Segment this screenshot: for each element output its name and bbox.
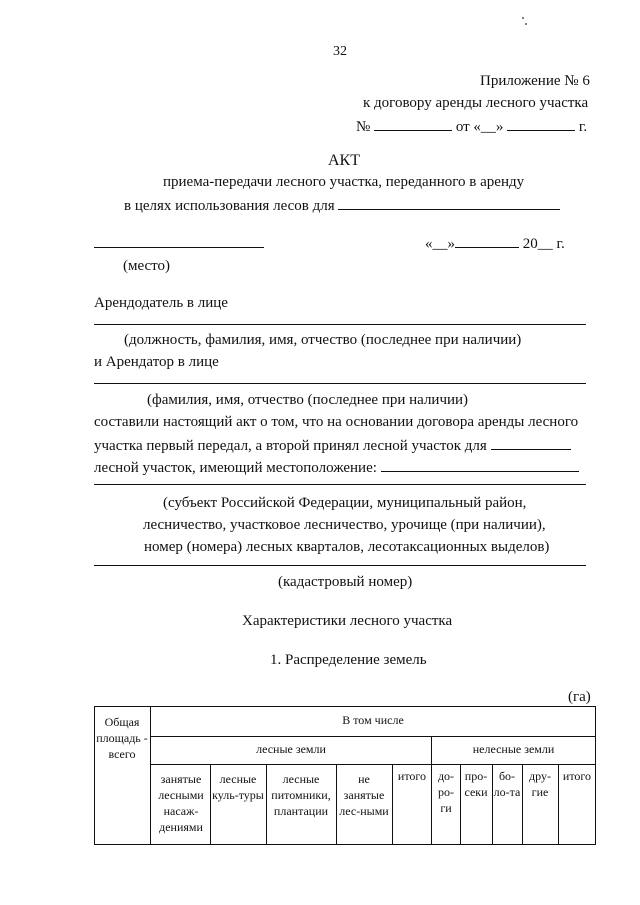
body-plot-line <box>94 435 571 455</box>
doc-title: АКТ <box>328 152 360 169</box>
col-stocked: занятые лесными насаж-дениями <box>158 772 204 834</box>
body-composed: составили настоящий акт о том, что на основании договора аренды лесного <box>94 414 579 430</box>
year-suffix: г. <box>578 119 588 135</box>
doc-subtitle-1: приема-передачи лесного участка, переданного в аренду <box>163 174 525 190</box>
cadastral-hint: (кадастровый номер) <box>278 574 413 590</box>
page-number: 32 <box>333 44 347 59</box>
col-forest-total: итого <box>397 769 427 783</box>
place-blank <box>94 247 264 248</box>
cadastral-blank <box>94 565 586 566</box>
table-border-top <box>94 706 596 707</box>
landlord-hint: (должность, фамилия, имя, отчество (последнее при наличии) <box>124 332 522 348</box>
table-divider <box>210 764 211 845</box>
plot-purpose-label: участка первый передал, а второй принял лесной участок для <box>94 438 487 454</box>
table-border-bottom <box>94 844 596 845</box>
tenant-blank <box>94 383 586 384</box>
contract-date-label: от «__» <box>455 119 504 135</box>
section-title: Характеристики лесного участка <box>242 613 453 629</box>
scan-dot <box>522 17 524 19</box>
subject-hint-1: (субъект Российской Федерации, муниципальный район, <box>163 495 527 511</box>
scan-dot <box>525 23 527 25</box>
contract-number-blank <box>374 116 452 131</box>
subsection-title: 1. Распределение земель <box>270 652 427 668</box>
including-header: В том числе <box>342 713 404 727</box>
landlord-label: Арендодатель в лице <box>94 295 228 311</box>
doc-subtitle-2 <box>124 195 560 215</box>
body-location-line <box>94 457 579 477</box>
act-date <box>425 233 565 253</box>
landlord-blank <box>94 324 586 325</box>
col-cuttings: про-секи <box>464 769 488 799</box>
number-sign: № <box>356 119 371 135</box>
contract-date-blank <box>507 116 575 131</box>
month-blank <box>455 233 519 248</box>
tenant-hint: (фамилия, имя, отчество (последнее при наличии) <box>147 392 469 408</box>
location-blank-line <box>94 484 586 485</box>
forest-lands-header: лесные земли <box>256 742 326 756</box>
purpose-label: в целях использования лесов для <box>124 198 335 214</box>
table-divider <box>336 764 337 845</box>
col-unstocked: не занятые лес-ными <box>339 772 389 818</box>
place-label: (место) <box>123 258 171 274</box>
total-area-header: Общая площадь - всего <box>96 715 148 761</box>
day-quote: «__» <box>425 236 455 252</box>
tenant-label: и Арендатор в лице <box>94 354 219 370</box>
nonforest-lands-header: нелесные земли <box>472 742 555 756</box>
table-border-right <box>595 706 596 845</box>
table-rule-1 <box>150 736 596 737</box>
col-swamps: бо-ло-та <box>493 769 521 799</box>
col-roads: до-ро-ги <box>437 769 455 815</box>
units-label: (га) <box>568 689 591 705</box>
purpose-blank <box>338 195 560 210</box>
year-label: 20__ г. <box>522 236 565 252</box>
subject-hint-2: лесничество, участковое лесничество, урочище (при наличии), <box>143 517 546 533</box>
table-divider <box>392 764 393 845</box>
col-nonforest-total: итого <box>562 769 592 783</box>
table-rule-2 <box>150 764 596 765</box>
col-plantations: лесные куль-туры <box>212 772 264 802</box>
location-blank <box>381 457 579 472</box>
contract-number-line <box>356 116 587 136</box>
table-divider <box>266 764 267 845</box>
plot-purpose-blank <box>491 435 571 450</box>
table-border-left <box>94 706 95 845</box>
col-other: дру-гие <box>529 769 551 799</box>
col-nurseries: лесные питомники, плантации <box>271 772 331 818</box>
subject-hint-3: номер (номера) лесных кварталов, лесотаксационных выделов) <box>144 539 550 555</box>
contract-label: к договору аренды лесного участка <box>363 95 589 111</box>
appendix-label: Приложение № 6 <box>480 73 590 89</box>
location-label: лесной участок, имеющий местоположение: <box>94 460 377 476</box>
